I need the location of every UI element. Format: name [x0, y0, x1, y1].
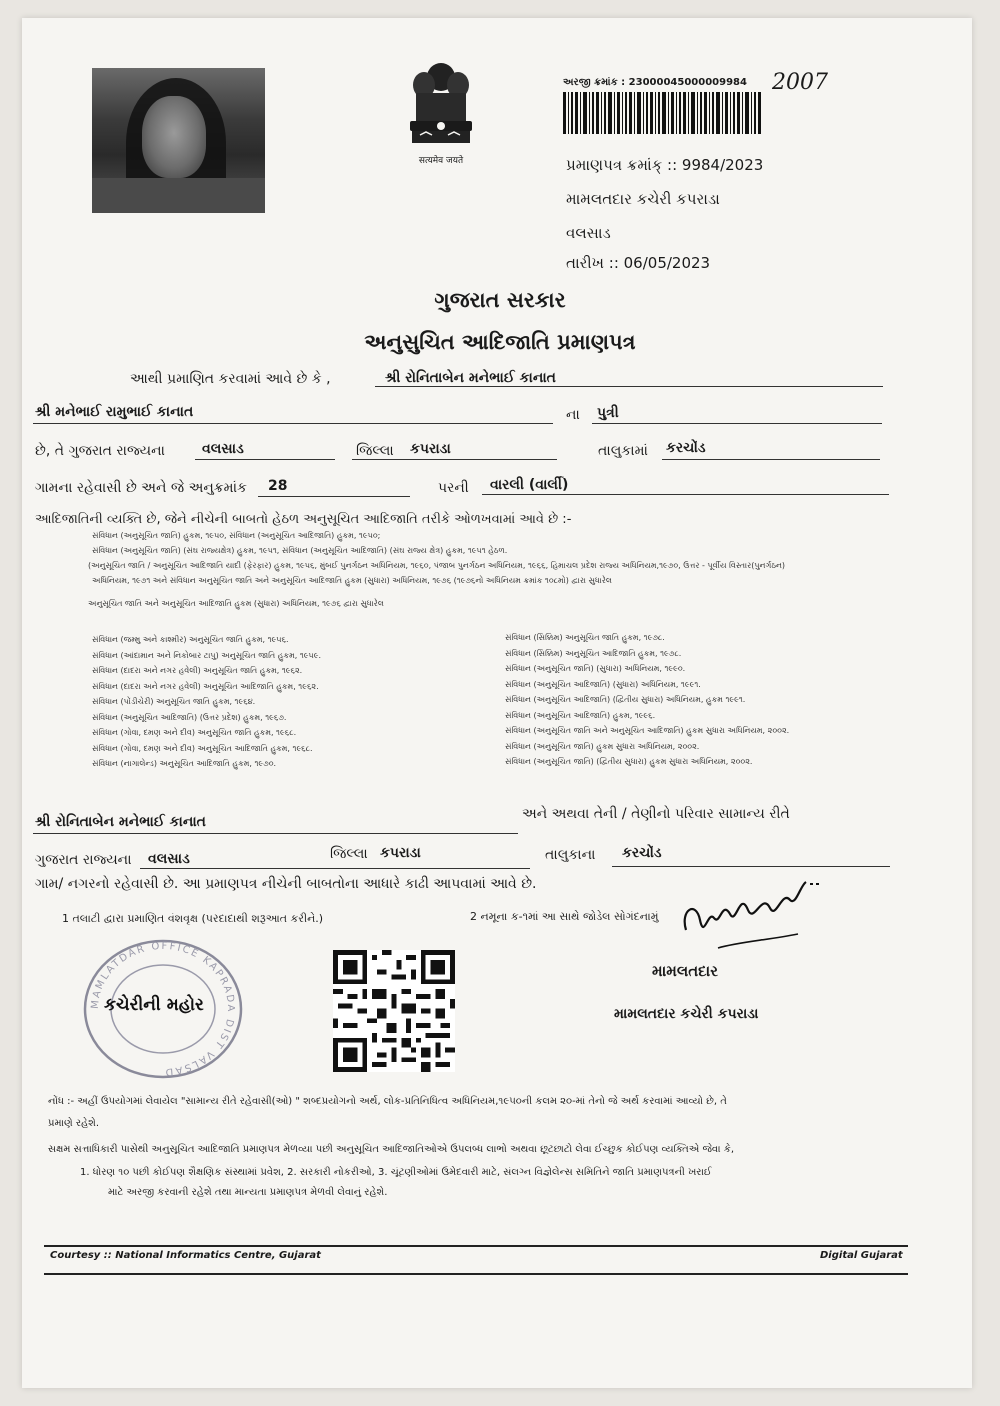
acts-left-list: [92, 632, 321, 772]
act-item: સંવિધાન (સિક્કિમ) અનુસૂચિત જાતિ હુકમ, ૧૯૭૮.: [505, 633, 665, 642]
serial-prefix: ગામના રહેવાસી છે અને જે અનુક્રમાંક: [35, 480, 247, 496]
application-number: અરજી ક્રમાંક : 23000045000009984: [563, 77, 747, 88]
relation: પુત્રી: [597, 405, 619, 421]
barcode: [563, 92, 763, 134]
issuing-office: મામલતદાર કચેરી કપરાડા: [566, 190, 720, 208]
order-line-4: અધિનિયમ, ૧૯૭૧ અને સંવિધાન અનુસૂચિત જાતિ અને અનુસૂચિત આદિજાતિ હુકમ (સુધારા) અધિનિયમ, ૧૯૭૬ (૧૯૭૬નો અધિનિયમ ક્રમાંક ૧૦૮મો) દ્વારા સુધારેલ: [92, 576, 612, 585]
tribe-name: વારલી (વાર્લી): [490, 477, 569, 493]
certificate-title: અનુસુચિત આદિજાતિ પ્રમાણપત્ર: [364, 330, 636, 354]
act-item: સંવિધાન (આંદામાન અને નિકોબાર ટાપુ) અનુસૂચિત જાતિ હુકમ, ૧૯૫૯.: [92, 650, 322, 660]
certificate-number: પ્રમાણપત્ર ક્રમાંક્ :: 9984/2023: [566, 156, 764, 174]
district-name-2: વલસાડ: [148, 851, 190, 867]
act-item: સંવિધાન (અનુસૂચિત જાતિ) (દ્વિતીય સુધારા) હુકમ સુધારા અધિનિયમ, ૨૦૦૨.: [505, 757, 753, 766]
applicant-photo: [92, 68, 265, 213]
act-item: સંવિધાન (અનુસૂચિત જાતિ) હુકમ સુધારા અધિનિયમ, ૨૦૦૨.: [505, 741, 700, 751]
father-name: શ્રી મનેભાઈ રામુભાઈ કાનાત: [35, 404, 194, 420]
act-item: સંવિધાન (જમ્મુ અને કાશ્મીર) અનુસૂચિત જાતિ હુકમ, ૧૯૫૬.: [92, 635, 289, 644]
act-item: સંવિધાન (અનુસૂચિત આદિજાતિ) હુકમ, ૧૯૯૬.: [505, 710, 656, 720]
seal-label: કચેરીની મહોર: [104, 995, 204, 1015]
act-item: સંવિધાન (અનુસૂચિત જાતિ) (સુધારા) અધિનિયમ, ૧૯૯૦.: [505, 664, 686, 673]
basis-item-1: 1 તલાટી દ્વારા પ્રમાણિત વંશવૃક્ષ (પરદાદાથી શરૂઆત કરીને.): [62, 912, 324, 925]
note-1: નોંધ :- અહીં ઉપયોગમાં લેવાયેલ "સામાન્ય રીતે રહેવાસી(ઓ) " શબ્દપ્રયોગનો અર્થ, લોક-પ્રતિનિધિત્વ અધિનિયમ,૧૯૫૦ની કલમ ૨૦-માં તેનો જે અર્થ કરવામાં આવ્યો છે, તે: [48, 1096, 727, 1107]
seal-ring-text: MAMLATDAR OFFICE KAPRADA DIST VALSAD: [89, 940, 237, 1078]
qr-code: [333, 950, 455, 1072]
state-prefix: છે, તે ગુજરાત રાજ્યના: [35, 443, 165, 459]
emblem-motto: सत्यमेव जयते: [418, 156, 464, 166]
order-line-1: સંવિધાન (અનુસૂચિત જાતિ) હુકમ, ૧૯૫૦, સંવિધાન (અનુસૂચિત આદિજાતિ) હુકમ, ૧૯૫૦;: [92, 531, 381, 540]
order-line-5: અનુસૂચિત જાતિ અને અનુસૂચિત આદિજાતિ હુકમ (સુધારા) અધિનિયમ, ૧૯૭૬ દ્વારા સુધારેલ: [88, 599, 384, 608]
act-item: સંવિધાન (ગોવા, દમણ અને દીવ) અનુસૂચિત આદિજાતિ હુકમ, ૧૯૬૮.: [92, 743, 313, 753]
note-3: 1. ધોરણ ૧૦ પછી કોઈપણ શૈક્ષણિક સંસ્થામાં પ્રવેશ, 2. સરકારી નોકરીઓ, 3. ચૂંટણીઓમાં ઉમેદવારી માટે, સંલગ્ન વિજ્ઞેલેન્સ સમિતિને જાતિ પ્રમાણપત્રની ખરાઈ: [80, 1167, 712, 1178]
taluka-label-2: તાલુકાના: [545, 847, 596, 863]
handwritten-note: 2007: [772, 70, 828, 95]
act-item: સંવિધાન (અનુસૂચિત આદિજાતિ) (દ્વિતીય સુધારા) અધિનિયમ, હુકમ ૧૯૯૧.: [505, 695, 746, 704]
order-line-3: (અનુસૂચિત જાતિ / અનુસૂચિત આદિજાતિ યાદી (ફેરફાર) હુકમ, ૧૯૫૬, મુંબઈ પુનર્ગઠન અધિનિયમ, ૧૯૬૦, પંજાબ પુનર્ગઠન અધિનિયમ, ૧૯૬૬, હિમાચલ પ્રદેશ રાજ્ય અધિનિયમ,૧૯૭૦, ઉત્તર - પૂર્વીય વિસ્તાર(પુનર્ગઠન): [88, 561, 786, 570]
district-name: વલસાડ: [202, 441, 244, 457]
government-title: ગુજરાત સરકાર: [434, 288, 566, 312]
footer-brand: Digital Gujarat: [820, 1250, 903, 1261]
serial-number: 28: [268, 478, 288, 494]
act-item: સંવિધાન (ગોવા, દમણ અને દીવ) અનુસૂચિત જાતિ હુકમ, ૧૯૬૮.: [92, 728, 297, 737]
taluka-value-2: કરચોંડ: [622, 845, 662, 861]
officer-signature: [678, 870, 828, 960]
family-text: અને અથવા તેની / તેણીનો પરિવાર સામાન્ય રીતે: [522, 806, 790, 822]
parni-label: પરની: [438, 480, 469, 496]
act-item: સંવિધાન (પોંડીચેરી) અનુસૂચિત જાતિ હુકમ, ૧૯૬૪.: [92, 697, 256, 706]
signatory-title: મામલતદાર: [652, 962, 718, 980]
issuing-district: વલસાડ: [566, 224, 611, 242]
state-emblem-icon: [398, 55, 484, 165]
issue-date: તારીખ :: 06/05/2023: [566, 254, 711, 272]
act-item: સંવિધાન (અનુસૂચિત આદિજાતિ) (ઉત્તર પ્રદેશ) હુકમ, ૧૯૬૭.: [92, 712, 287, 722]
tribe-recognition-text: આદિજાતિની વ્યક્તિ છે, જેને નીચેની બાબતો હેઠળ અનુસૂચિત આદિજાતિ તરીકે ઓળખવામાં આવે છે :-: [35, 512, 572, 527]
order-line-2: સંવિધાન (અનુસૂચિત જાતિ) (સંઘ રાજ્યક્ષેત્ર) હુકમ, ૧૯૫૧, સંવિધાન (અનુસૂચિત આદિજાતિ) (સંઘ રાજ્ય ક્ષેત્ર) હુકમ, ૧૯૫૧ હેઠળ.: [92, 546, 508, 555]
note-2: સક્ષમ સત્તાધિકારી પાસેથી અનુસૂચિત આદિજાતિ પ્રમાણપત્ર મેળવ્યા પછી અનુસૂચિત આદિજાતિઓએ ઉપલબ્ધ લાભો અથવા છૂટછાટો લેવા ઈચ્છુક કોઈપણ વ્યક્તિએ જેવા કે,: [48, 1144, 735, 1155]
act-item: સંવિધાન (નાગાલેન્ડ) અનુસૂચિત આદિજાતિ હુકમ, ૧૯૭૦.: [92, 759, 277, 768]
acts-right-list: [505, 630, 789, 770]
residence-text: ગામ/ નગરનો રહેવાસી છે. આ પ્રમાણપત્ર નીચેની બાબતોના આધારે કાઢી આપવામાં આવે છે.: [35, 876, 537, 892]
applicant-name: શ્રી રોનિતાબેન મનેભાઈ કાનાત: [385, 370, 556, 386]
taluka-value: કરચોંડ: [666, 440, 706, 456]
na-label: ના: [566, 407, 580, 423]
act-item: સંવિધાન (દાદરા અને નગર હવેલી) અનુસૂચિત આદિજાતિ હુકમ, ૧૯૬૨.: [92, 681, 319, 691]
state-prefix-2: ગુજરાત રાજ્યના: [35, 852, 132, 868]
note-1b: પ્રમાણે રહેશે.: [48, 1118, 100, 1129]
act-item: સંવિધાન (અનુસૂચિત આદિજાતિ) (સુધારા) અધિનિયમ, ૧૯૯૧.: [505, 679, 701, 689]
jilla-label: જિલ્લા: [356, 443, 394, 459]
applicant-name-repeat: શ્રી રોનિતાબેન મનેભાઈ કાનાત: [35, 814, 206, 830]
act-item: સંવિધાન (દાદરા અને નગર હવેલી) અનુસૂચિત જાતિ હુકમ, ૧૯૬૨.: [92, 666, 303, 675]
note-4: માટે અરજી કરવાની રહેશે તથા માન્યતા પ્રમાણપત્ર મેળવી લેવાનું રહેશે.: [108, 1187, 388, 1198]
jilla-value: કપરાડા: [410, 441, 451, 457]
jilla-value-2: કપરાડા: [380, 845, 421, 861]
signatory-office: મામલતદાર કચેરી કપરાડા: [614, 1006, 759, 1022]
footer-courtesy: Courtesy :: National Informatics Centre, Gujarat: [50, 1250, 321, 1261]
act-item: સંવિધાન (અનુસૂચિત જાતિ અને અનુસૂચિત આદિજાતિ) હુકમ સુધારા અધિનિયમ, ૨૦૦૨.: [505, 726, 790, 735]
act-item: સંવિધાન (સિક્કિમ) અનુસૂચિત આદિજાતિ હુકમ, ૧૯૭૮.: [505, 648, 682, 658]
basis-item-2: 2 નમૂના ક-૧માં આ સાથે જોડેલ સોગંદનામું: [470, 910, 659, 923]
taluka-label: તાલુકામાં: [598, 443, 648, 459]
certify-label: આથી પ્રમાણિત કરવામાં આવે છે કે ,: [130, 371, 331, 387]
jilla-label-2: જિલ્લા: [330, 846, 368, 862]
